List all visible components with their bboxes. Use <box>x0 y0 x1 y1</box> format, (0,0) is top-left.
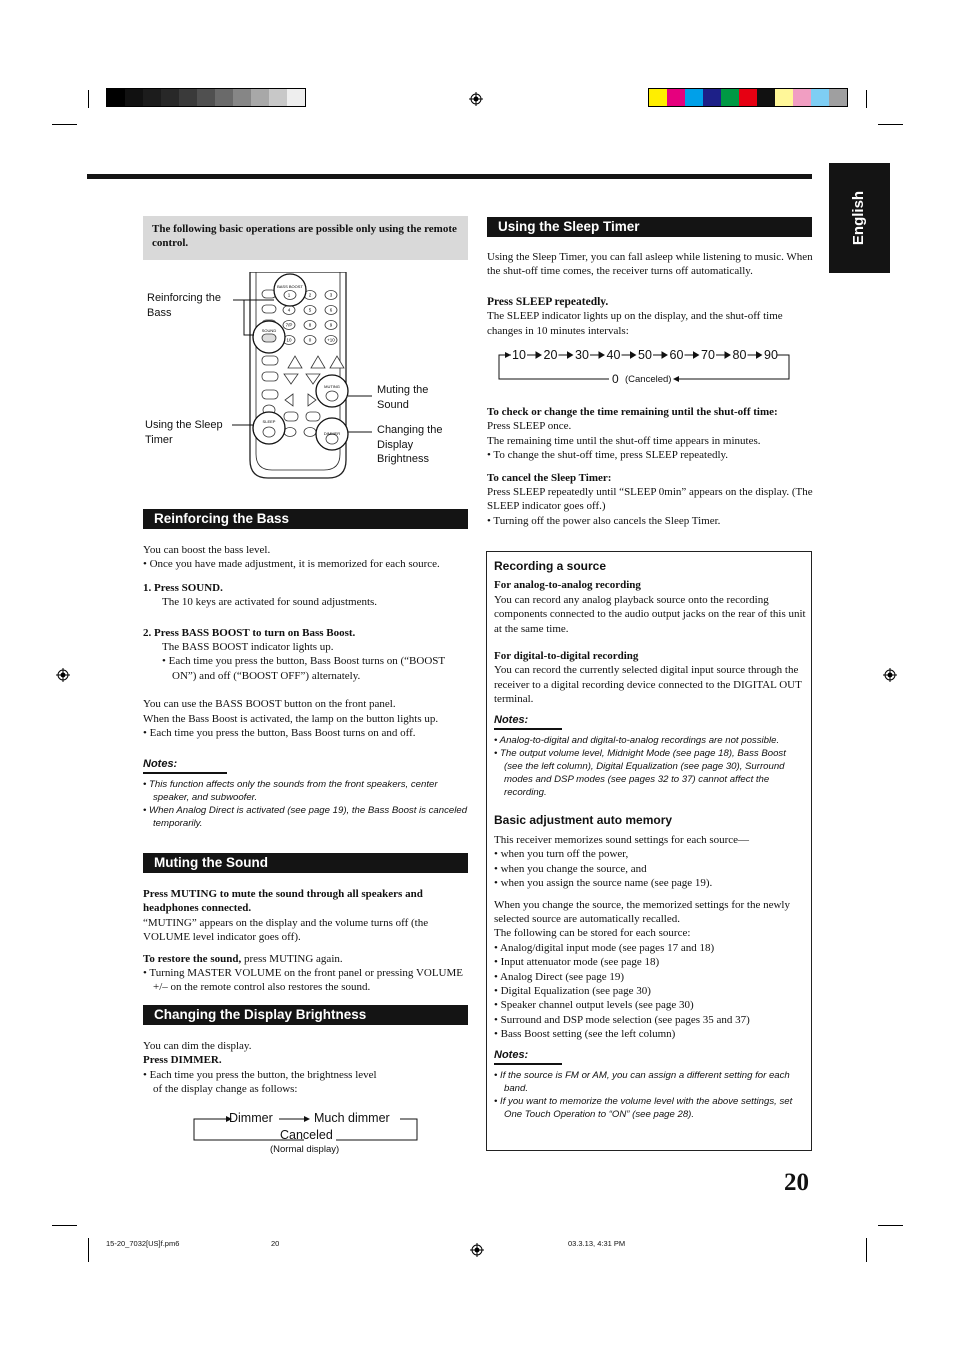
sleep-seq-value: 40 <box>606 348 621 362</box>
color-swatch <box>739 89 757 106</box>
sleep-seq-arrow-icon <box>559 352 573 358</box>
bass-note-1: • This function affects only the sounds from the front speakers, center speaker, and subwoofer. <box>143 778 438 803</box>
callout-muting: Muting the Sound <box>377 384 429 411</box>
sleep-check-title: To check or change the time remaining until the shut-off time: <box>487 406 778 418</box>
section-heading-dimmer: Changing the Display Brightness <box>143 1005 468 1025</box>
sleep-check-bullet: • To change the shut-off time, press SLEEP repeatedly. <box>487 449 729 462</box>
gray-color-bar <box>106 88 306 107</box>
bass-step-1-title: 1. Press SOUND. <box>143 581 223 594</box>
color-swatch <box>721 89 739 106</box>
memory-recall: When you change the source, the memorized settings for the newly selected source are automatically recalled. <box>494 898 790 925</box>
sleep-seq-value: 20 <box>543 348 558 362</box>
callout-reinforcing-bass: Reinforcing the Bass <box>147 292 221 319</box>
remote-key-label: 1 <box>287 292 291 298</box>
remote-sound-label: SOUND <box>261 328 277 333</box>
crop-mark <box>52 124 77 125</box>
callout-display-brightness: Changing the Display Brightness <box>377 424 443 465</box>
sleep-cancel-bullet: • Turning off the power also cancels the Sleep Timer. <box>487 514 721 527</box>
remote-key-label: 10 <box>286 337 292 343</box>
recording-memory-box <box>486 551 812 1151</box>
bass-bullet-memorized: • Once you have made adjustment, it is memorized for each source. <box>143 558 440 571</box>
language-tab <box>829 163 890 273</box>
sleep-seq-arrow-icon <box>590 352 604 358</box>
bass-step-1-text: The 10 keys are activated for sound adjustments. <box>162 596 378 609</box>
sleep-seq-value: 90 <box>764 348 778 362</box>
sleep-seq-value: 30 <box>575 348 589 362</box>
notes-underline <box>494 728 562 730</box>
color-swatch <box>251 89 269 106</box>
remote-key-label: +10 <box>327 337 335 343</box>
bass-notes-title: Notes: <box>143 758 178 770</box>
dimmer-bullet: • Each time you press the button, the brightness level of the display change as follows: <box>143 1068 377 1096</box>
memory-item-7: • Bass Boost setting (see the left column) <box>494 1028 676 1041</box>
color-swatch <box>107 89 125 106</box>
registration-mark-icon <box>470 1243 484 1257</box>
bass-front-panel: You can use the BASS BOOST button on the front panel. <box>143 698 396 711</box>
color-swatch <box>667 89 685 106</box>
rec-box-content <box>494 559 806 1121</box>
sleep-zero: 0 <box>612 372 619 386</box>
muting-restore-label: To restore the sound, <box>143 952 242 965</box>
color-swatch <box>179 89 197 106</box>
remote-key-label: 2 <box>308 292 312 298</box>
sleep-seq-value: 70 <box>701 348 715 362</box>
color-swatch <box>793 89 811 106</box>
registration-mark-icon <box>469 92 483 106</box>
bass-step-2-bullet: • Each time you press the button, Bass Boost turns on (“BOOST ON”) and off (“BOOST OFF”) alternately. <box>162 655 445 682</box>
sleep-press-text: The SLEEP indicator lights up on the display, and the shut-off time changes in 10 minutes intervals: <box>487 310 783 337</box>
memory-stored-intro: The following can be stored for each source: <box>494 927 691 940</box>
crop-mark <box>878 1225 903 1226</box>
rec-note-1: • Analog-to-digital and digital-to-analog recordings are not possible. <box>494 734 780 746</box>
memory-note-2: • If you want to memorize the volume level with the above settings, set One Touch Operation to “ON” (see page 28). <box>494 1095 793 1120</box>
section-heading-bass: Reinforcing the Bass <box>143 509 468 529</box>
memory-intro: This receiver memorizes sound settings for each source— <box>494 833 750 846</box>
sleep-canceled: (Canceled) <box>625 374 672 385</box>
language-tab-label: English <box>849 190 867 246</box>
sleep-seq-arrow-icon <box>622 352 636 358</box>
memory-title: Basic adjustment auto memory <box>494 812 673 827</box>
remote-key-label: 0 <box>308 337 312 343</box>
section-heading-sleep: Using the Sleep Timer <box>487 217 812 237</box>
memory-bullet-3: • when you assign the source name (see page 19). <box>494 877 713 890</box>
rec-d2d-text: You can record the currently selected digital input source through the receiver to a digital recording device connected to the DIGITAL OUT terminal. <box>494 664 802 706</box>
rec-d2d-title: For digital-to-digital recording <box>494 650 639 663</box>
remote-key-label: 4 <box>287 307 291 313</box>
sleep-cancel-title: To cancel the Sleep Timer: <box>487 471 612 484</box>
sleep-seq-value: 50 <box>638 348 652 362</box>
muting-instruction: Press MUTING to mute the sound through all speakers and headphones connected. <box>143 888 423 915</box>
process-color-bar <box>648 88 848 107</box>
crop-mark <box>88 90 89 108</box>
color-swatch <box>233 89 251 106</box>
flow-much-dimmer: Much dimmer <box>314 1111 390 1125</box>
remote-key-label: 9 <box>329 322 333 328</box>
color-swatch <box>161 89 179 106</box>
crop-mark <box>866 90 867 108</box>
color-swatch <box>829 89 847 106</box>
bass-bullet-toggle: • Each time you press the button, Bass Boost turns on and off. <box>143 727 416 740</box>
notes-underline <box>143 772 227 774</box>
sleep-check-block <box>487 405 813 528</box>
rec-note-2: • The output volume level, Midnight Mode (see page 18), Bass Boost (see the left column), Digital Equalization (see page 30), Surround modes and DSP modes (see pages 32 to 37) cannot affect the recording. <box>494 747 786 798</box>
memory-bullet-1: • when you turn off the power, <box>494 848 629 861</box>
remote-bass-boost-label: BASS BOOST <box>277 284 303 289</box>
color-swatch <box>811 89 829 106</box>
memory-item-4: • Digital Equalization (see page 30) <box>494 985 651 998</box>
remote-key-label: 8 <box>308 322 312 328</box>
memory-item-2: • Input attenuator mode (see page 18) <box>494 956 660 969</box>
rec-notes-title: Notes: <box>494 713 529 726</box>
rec-a2a-title: For analog-to-analog recording <box>494 579 641 592</box>
sleep-check-1: Press SLEEP once. <box>487 420 572 433</box>
page-number: 20 <box>784 1169 809 1196</box>
memory-item-6: • Surround and DSP mode selection (see pages 35 and 37) <box>494 1013 750 1026</box>
remote-key-label: 6 <box>329 307 333 313</box>
bass-note-2: • When Analog Direct is activated (see page 19), the Bass Boost is canceled temporarily. <box>143 804 468 829</box>
notes-underline <box>494 1063 562 1065</box>
color-swatch <box>269 89 287 106</box>
sleep-cancel-text: Press SLEEP repeatedly until “SLEEP 0min” appears on the display. (The SLEEP indicator goes off.) <box>487 486 813 513</box>
callout-sleep-timer: Using the Sleep Timer <box>145 419 223 446</box>
muting-display-text: “MUTING” appears on the display and the volume turns off (the VOLUME level indicator goes off). <box>143 916 429 944</box>
dimmer-intro: You can dim the display. <box>143 1040 252 1052</box>
crop-mark <box>866 1238 867 1262</box>
bass-lamp: When the Bass Boost is activated, the lamp on the button lights up. <box>143 712 439 725</box>
sleep-seq-arrow-icon <box>653 352 667 358</box>
memory-note-1: • If the source is FM or AM, you can assign a different setting for each band. <box>494 1069 790 1094</box>
remote-key-label: 3 <box>329 292 333 298</box>
muting-restore-text: press MUTING again. <box>241 952 343 965</box>
color-swatch <box>649 89 667 106</box>
footer-filename: 15-20_7032[US]f.pm6 <box>106 1239 180 1248</box>
color-swatch <box>685 89 703 106</box>
remote-sleep-label: SLEEP <box>262 419 276 424</box>
muting-section-body <box>143 887 469 995</box>
color-swatch <box>287 89 305 106</box>
sleep-seq-arrow-icon <box>527 352 541 358</box>
bass-intro: You can boost the bass level. <box>143 544 271 556</box>
color-swatch <box>197 89 215 106</box>
flow-canceled: Canceled <box>280 1128 333 1142</box>
color-swatch <box>143 89 161 106</box>
bass-section-body <box>143 543 469 740</box>
sleep-seq-value: 60 <box>669 348 684 362</box>
flow-normal-display: (Normal display) <box>270 1144 340 1155</box>
sleep-check-2: The remaining time until the shut-off time appears in minutes. <box>487 434 761 447</box>
color-swatch <box>757 89 775 106</box>
color-swatch <box>215 89 233 106</box>
remote-key-label: 5 <box>308 307 312 313</box>
sleep-press: Press SLEEP repeatedly. <box>487 296 609 308</box>
footer-page: 20 <box>271 1239 280 1248</box>
memory-item-5: • Speaker channel output levels (see page 30) <box>494 999 694 1012</box>
sleep-seq-arrow-icon <box>748 352 762 358</box>
sleep-press-block <box>487 295 813 338</box>
crop-mark <box>88 1238 89 1262</box>
memory-item-1: • Analog/digital input mode (see pages 17 and 18) <box>494 941 715 954</box>
color-swatch <box>775 89 793 106</box>
sleep-seq-arrow-icon <box>716 352 730 358</box>
rec-title: Recording a source <box>494 559 607 573</box>
intro-note-box: The following basic operations are possible only using the remote control. <box>143 216 468 260</box>
sleep-intro: Using the Sleep Timer, you can fall asleep while listening to music. When the shut-off time comes, the receiver turns off automatically. <box>487 251 813 278</box>
section-heading-muting: Muting the Sound <box>143 853 468 873</box>
remote-dimmer-label: DIMMER <box>323 431 341 436</box>
dimmer-press: Press DIMMER. <box>143 1054 222 1067</box>
bass-step-2-text: The BASS BOOST indicator lights up. <box>162 641 334 654</box>
rec-a2a-text: You can record any analog playback source onto the recording components connected to the audio output jacks on the rear of this unit at the same time. <box>494 593 806 635</box>
muting-bullet: • Turning MASTER VOLUME on the front panel or pressing VOLUME +/– on the remote control also restores the sound. <box>143 967 463 994</box>
memory-item-3: • Analog Direct (see page 19) <box>494 970 624 983</box>
sleep-seq-value: 10 <box>512 348 526 362</box>
dimmer-section-body <box>143 1039 469 1097</box>
crop-mark <box>878 124 903 125</box>
header-rule <box>87 174 812 179</box>
color-swatch <box>703 89 721 106</box>
sleep-seq-arrow-icon <box>685 352 699 358</box>
registration-mark-icon <box>883 668 897 682</box>
bass-step-2-title: 2. Press BASS BOOST to turn on Bass Boost. <box>143 626 356 639</box>
bass-notes <box>143 757 469 830</box>
sleep-sequence-diagram <box>495 346 795 386</box>
sleep-seq-value: 80 <box>732 348 747 362</box>
footer-date: 03.3.13, 4:31 PM <box>568 1239 626 1248</box>
memory-bullet-2: • when you change the source, and <box>494 862 647 875</box>
registration-mark-icon <box>56 668 70 682</box>
crop-mark <box>52 1225 77 1226</box>
color-swatch <box>125 89 143 106</box>
flow-dimmer: Dimmer <box>229 1111 273 1125</box>
memory-notes-title: Notes: <box>494 1048 529 1061</box>
remote-muting-label: MUTING <box>324 384 340 389</box>
remote-key-label: 7/P <box>285 322 293 328</box>
